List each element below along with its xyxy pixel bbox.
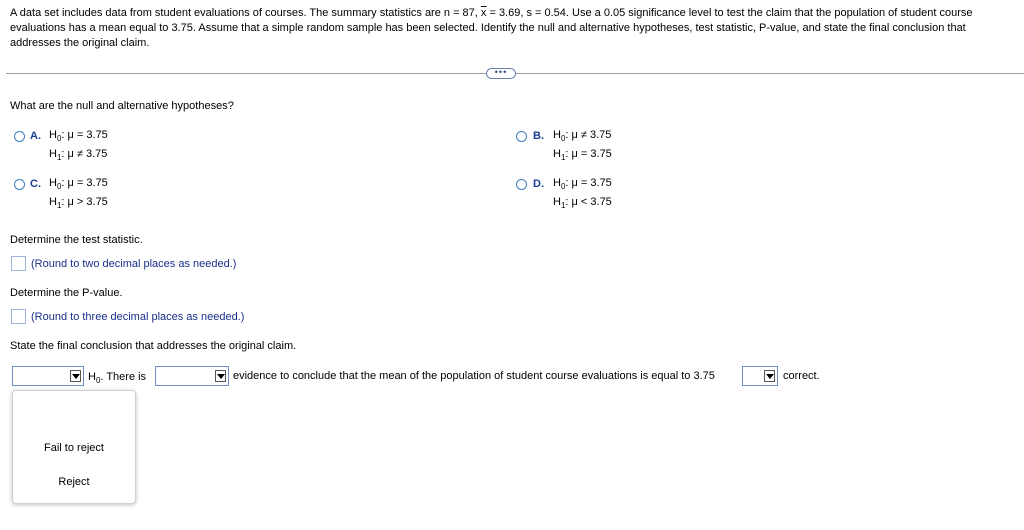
chevron-down-icon xyxy=(215,370,226,382)
option-d-hypotheses[interactable]: $H_0$: μ = 3.75 $H_1$: μ < 3.75 xyxy=(553,177,612,210)
option-b-letter: B. xyxy=(533,130,544,142)
test-statistic-input[interactable] xyxy=(11,256,26,271)
more-options-button[interactable]: ••• xyxy=(486,68,516,79)
option-d-letter: D. xyxy=(533,178,544,190)
option-d-radio[interactable] xyxy=(516,179,527,190)
decision-select[interactable] xyxy=(12,366,84,386)
option-b-hypotheses[interactable]: $H_0$: μ ≠ 3.75 $H_1$: μ = 3.75 xyxy=(553,129,612,162)
evidence-select[interactable] xyxy=(155,366,229,386)
option-c-hypotheses[interactable]: $H_0$: μ = 3.75 $H_1$: μ > 3.75 xyxy=(49,177,108,210)
option-c-letter: C. xyxy=(30,178,41,190)
x-bar-symbol: $\overline{x}$ xyxy=(480,7,487,19)
option-a-letter: A. xyxy=(30,130,41,142)
dropdown-option-reject[interactable]: Reject xyxy=(58,476,90,488)
p-value-question: Determine the P-value. xyxy=(10,287,123,299)
claim-select[interactable] xyxy=(742,366,778,386)
option-a-radio[interactable] xyxy=(14,131,25,142)
p-value-hint: (Round to three decimal places as needed.) xyxy=(31,311,245,323)
chevron-down-icon xyxy=(764,370,775,382)
chevron-down-icon xyxy=(70,370,81,382)
hypotheses-question: What are the null and alternative hypotheses? xyxy=(10,100,234,112)
problem-statement: A data set includes data from student evaluations of courses. The summary statistics are n = 87, $\overline{x} = 3.69$, s = 0.54. Use a 0.05 significance level to test the claim that the population of student course evaluations has a mean equal to 3.75. Assume that a simple random sample has been selected. Identify the null and alternative hypotheses, test statistic, P-value, and state the final conclusion that addresses the original claim. xyxy=(10,7,973,49)
evidence-text: evidence to conclude that the mean of the population of student course evaluations is equal to 3.75 xyxy=(233,370,715,382)
h0-text: $H_0$. There is xyxy=(88,371,147,385)
option-a-hypotheses[interactable]: $H_0$: μ = 3.75 $H_1$: μ ≠ 3.75 xyxy=(49,129,108,162)
test-statistic-question: Determine the test statistic. xyxy=(10,234,143,246)
conclusion-question: State the final conclusion that addresses the original claim. xyxy=(10,340,297,352)
option-b-radio[interactable] xyxy=(516,131,527,142)
dropdown-option-fail-to-reject[interactable]: Fail to reject xyxy=(44,442,104,454)
test-statistic-hint: (Round to two decimal places as needed.) xyxy=(31,258,237,270)
option-c-radio[interactable] xyxy=(14,179,25,190)
p-value-input[interactable] xyxy=(11,309,26,324)
correct-text: correct. xyxy=(783,370,820,382)
decision-dropdown-menu xyxy=(12,390,136,504)
